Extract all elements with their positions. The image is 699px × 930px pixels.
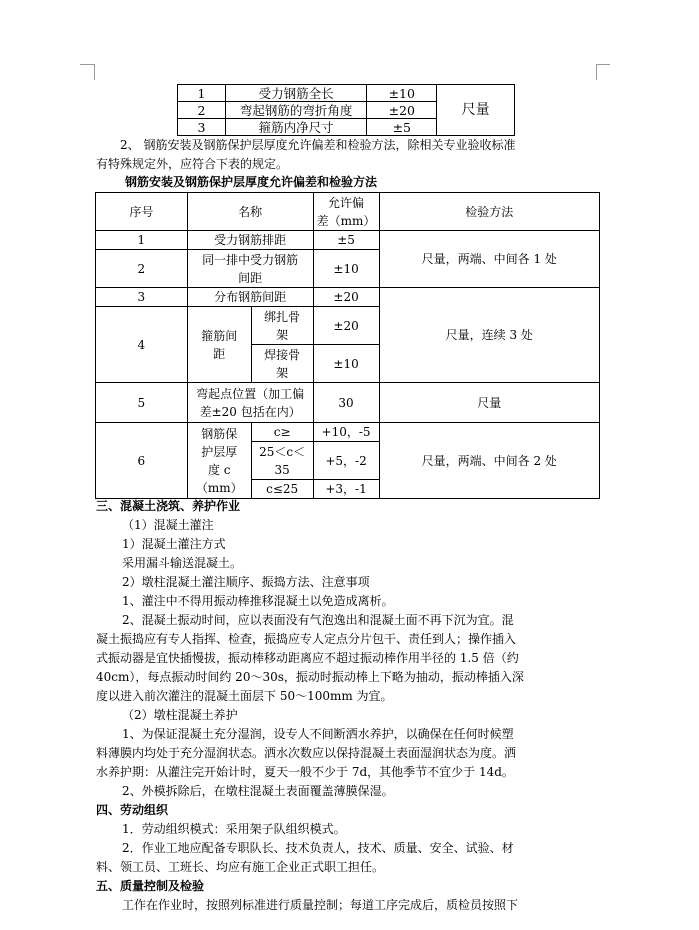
- tolerance-value: 30: [313, 383, 379, 423]
- paragraph-line: 2、混凝土振动时间，应以表面没有气泡逸出和混凝土面不再下沉为宜。混: [122, 613, 514, 627]
- paragraph-line: （2）墩柱混凝土养护: [122, 708, 238, 722]
- table-row: [96, 231, 600, 250]
- row-number: 2: [178, 102, 226, 119]
- paragraph-line: 式振动器是宜快插慢拔，振动棒移动距离应不超过振动棒作用半径的 1.5 倍（约: [96, 651, 519, 665]
- tolerance-value: ±20: [313, 288, 379, 307]
- tolerance-value: ±5: [367, 119, 437, 136]
- section-heading: 四、劳动组织: [96, 803, 169, 817]
- header-tolerance-line2: 差（mm）: [316, 213, 376, 228]
- paragraph-line: 凝土振捣应有专人指挥、检查，振捣应专人定点分片包干、责任到人；操作插入: [96, 632, 517, 646]
- table-row: [178, 85, 515, 102]
- paragraph-line: 2、外模拆除后，在墩柱混凝土表面覆盖薄膜保湿。: [122, 784, 394, 798]
- paragraph-line: 工作在作业时，按照列标准进行质量控制；每道工序完成后，质检员按照下: [122, 898, 519, 912]
- section-heading: 五、质量控制及检验: [96, 879, 205, 893]
- cover-condition: c≥: [251, 423, 313, 442]
- table-row: [96, 288, 600, 307]
- crop-mark-top-left-vertical: [94, 64, 95, 80]
- item-name: [187, 307, 251, 383]
- crop-mark-top-right-vertical: [596, 64, 597, 80]
- item-name: [187, 423, 251, 499]
- tolerance-value: ±10: [367, 85, 437, 102]
- header-no: 序号: [96, 193, 188, 231]
- table-row: [96, 383, 600, 423]
- crop-mark-top-left: [80, 64, 94, 65]
- sub-item-name: [251, 345, 313, 383]
- paragraph-line: 采用漏斗输送混凝土。: [122, 556, 243, 570]
- tolerance-value: ±10: [313, 345, 379, 383]
- paragraph-line: （1）混凝土灌注: [122, 518, 214, 532]
- item-name-line2: 间距: [238, 270, 263, 285]
- tolerance-value: +3，-1: [313, 480, 379, 499]
- paragraph-line: 料薄膜内均处于充分湿润状态。洒水次数应以保持混凝土表面湿润状态为度。洒: [96, 746, 517, 760]
- paragraph-line: 2．作业工地应配备专职队长、技术负责人，技术、质量、安全、试验、材: [122, 841, 514, 855]
- row-number: 1: [96, 231, 188, 250]
- row-number: 2: [96, 250, 188, 288]
- item-name-line3: 度 c: [207, 462, 231, 477]
- row-number: 3: [96, 288, 188, 307]
- paragraph-line: 度以进入前次灌注的混凝土面层下 50～100mm 为宜。: [96, 689, 393, 703]
- item-name: 受力钢筋排距: [187, 231, 313, 250]
- item-name: 分布钢筋间距: [187, 288, 313, 307]
- tolerance-value: ±5: [313, 231, 379, 250]
- item-name-line4: （mm）: [195, 480, 243, 495]
- item-name-line1: 箍筋间: [201, 328, 238, 343]
- inspection-method: 尺量，两端、中间各 2 处: [379, 423, 599, 499]
- section-heading: 三、混凝土浇筑、养护作业: [96, 499, 241, 513]
- tolerance-table-upper: [177, 84, 515, 136]
- paragraph-line: 水养护期：从灌注完开始计时，夏天一般不少于 7d，其他季节不宜少于 14d。: [96, 765, 514, 779]
- item-name: [187, 383, 313, 423]
- header-tolerance: [313, 193, 379, 231]
- row-number: 5: [96, 383, 188, 423]
- item-name-line1: 钢筋保: [201, 426, 238, 441]
- item-name-line1: 弯起点位置（加工偏: [196, 386, 305, 401]
- cover-condition-line2: 35: [274, 462, 290, 477]
- cover-condition-line1: 25＜c＜: [259, 444, 306, 459]
- sub-item-line1: 绑扎骨: [264, 309, 301, 324]
- item-name-line2: 差±20 包括在内）: [199, 404, 301, 419]
- inspection-method: 尺量，两端、中间各 1 处: [379, 231, 599, 288]
- item-name-line1: 同一排中受力钢筋: [202, 252, 299, 267]
- tolerance-value: ±20: [367, 102, 437, 119]
- table-row: [96, 423, 600, 442]
- row-number: 4: [96, 307, 188, 383]
- paragraph-line: 2）墩柱混凝土灌注顺序、振捣方法、注意事项: [122, 575, 370, 589]
- inspection-method: 尺量: [379, 383, 599, 423]
- row-number: 3: [178, 119, 226, 136]
- item-name: 箍筋内净尺寸: [225, 119, 367, 136]
- sub-item-line2: 架: [276, 365, 289, 380]
- paragraph-line: 2、 钢筋安装及钢筋保护层厚度允许偏差和检验方法，除相关专业验收标准: [120, 138, 516, 152]
- header-method: 检验方法: [379, 193, 599, 231]
- row-number: 1: [178, 85, 226, 102]
- item-name: 受力钢筋全长: [225, 85, 367, 102]
- item-name: [187, 250, 313, 288]
- cover-condition: [251, 442, 313, 480]
- header-name: 名称: [187, 193, 313, 231]
- rebar-installation-table: [95, 192, 600, 499]
- sub-item-line2: 架: [276, 327, 289, 342]
- paragraph-line: 1．劳动组织模式：采用架子队组织模式。: [122, 822, 346, 836]
- paragraph-line: 40cm），每点振动时间约 20～30s，振动时振动棒上下略为抽动，振动棒插入深: [96, 670, 524, 684]
- sub-item-line1: 焊接骨: [264, 347, 301, 362]
- paragraph-line: 1、为保证混凝土充分湿润，设专人不间断洒水养护，以确保在任何时候塑: [122, 727, 514, 741]
- item-name-line2: 距: [213, 346, 226, 361]
- header-tolerance-line1: 允许偏: [328, 195, 365, 210]
- paragraph-line: 1、灌注中不得用振动棒推移混凝土以免造成离析。: [122, 594, 394, 608]
- paragraph-line: 料、领工员、工班长、均应有施工企业正式职工担任。: [96, 860, 385, 874]
- cover-condition: c≤25: [251, 480, 313, 499]
- inspection-method: 尺量: [437, 85, 515, 136]
- tolerance-value: +10，-5: [313, 423, 379, 442]
- row-number: 6: [96, 423, 188, 499]
- tolerance-value: ±20: [313, 307, 379, 345]
- table-title: 钢筋安装及钢筋保护层厚度允许偏差和检验方法: [125, 175, 378, 189]
- item-name-line2: 护层厚: [201, 444, 238, 459]
- paragraph-line: 1）混凝土灌注方式: [122, 537, 226, 551]
- item-name: 弯起钢筋的弯折角度: [225, 102, 367, 119]
- crop-mark-top-right: [596, 64, 610, 65]
- table-header-row: [96, 193, 600, 231]
- paragraph-line: 有特殊规定外，应符合下表的规定。: [96, 157, 289, 171]
- tolerance-value: +5，-2: [313, 442, 379, 480]
- inspection-method: 尺量，连续 3 处: [379, 288, 599, 383]
- tolerance-value: ±10: [313, 250, 379, 288]
- sub-item-name: [251, 307, 313, 345]
